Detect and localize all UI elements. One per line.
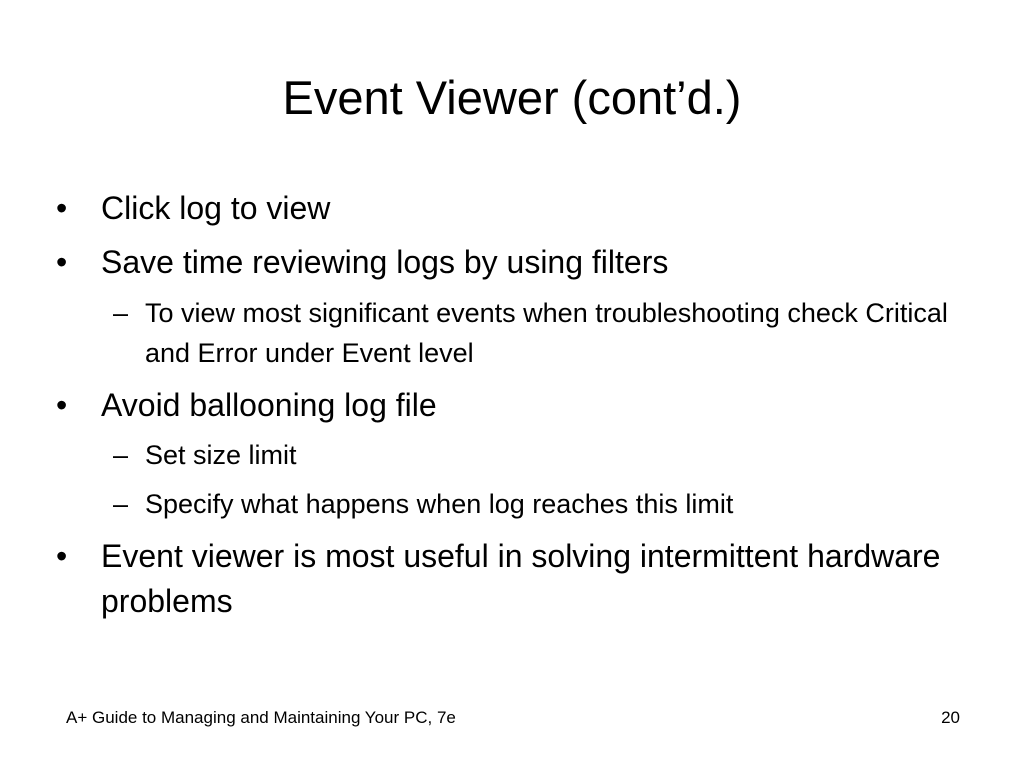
- bullet-marker: •: [56, 538, 68, 574]
- bullet-text: Save time reviewing logs by using filters: [101, 244, 669, 280]
- bullet-text: Click log to view: [101, 190, 331, 226]
- sub-bullet-marker: –: [113, 440, 129, 470]
- sub-bullet-text: To view most significant events when troubleshooting check Critical and Error under Event level: [145, 298, 948, 368]
- footer-page-number: 20: [941, 708, 960, 727]
- footer-book-title: A+ Guide to Managing and Maintaining Your PC, 7e: [66, 708, 456, 727]
- sub-bullet-text: Set size limit: [145, 440, 297, 470]
- bullet-marker: •: [56, 387, 68, 423]
- bullet-text: Event viewer is most useful in solving intermittent hardware problems: [101, 538, 941, 619]
- sub-bullet-text: Specify what happens when log reaches this limit: [145, 489, 734, 519]
- bullet-marker: •: [56, 244, 68, 280]
- slide-title: Event Viewer (cont’d.): [282, 71, 742, 124]
- bullet-marker: •: [56, 190, 68, 226]
- sub-bullet-marker: –: [113, 489, 129, 519]
- sub-bullet-marker: –: [113, 298, 129, 328]
- bullet-text: Avoid ballooning log file: [101, 387, 437, 423]
